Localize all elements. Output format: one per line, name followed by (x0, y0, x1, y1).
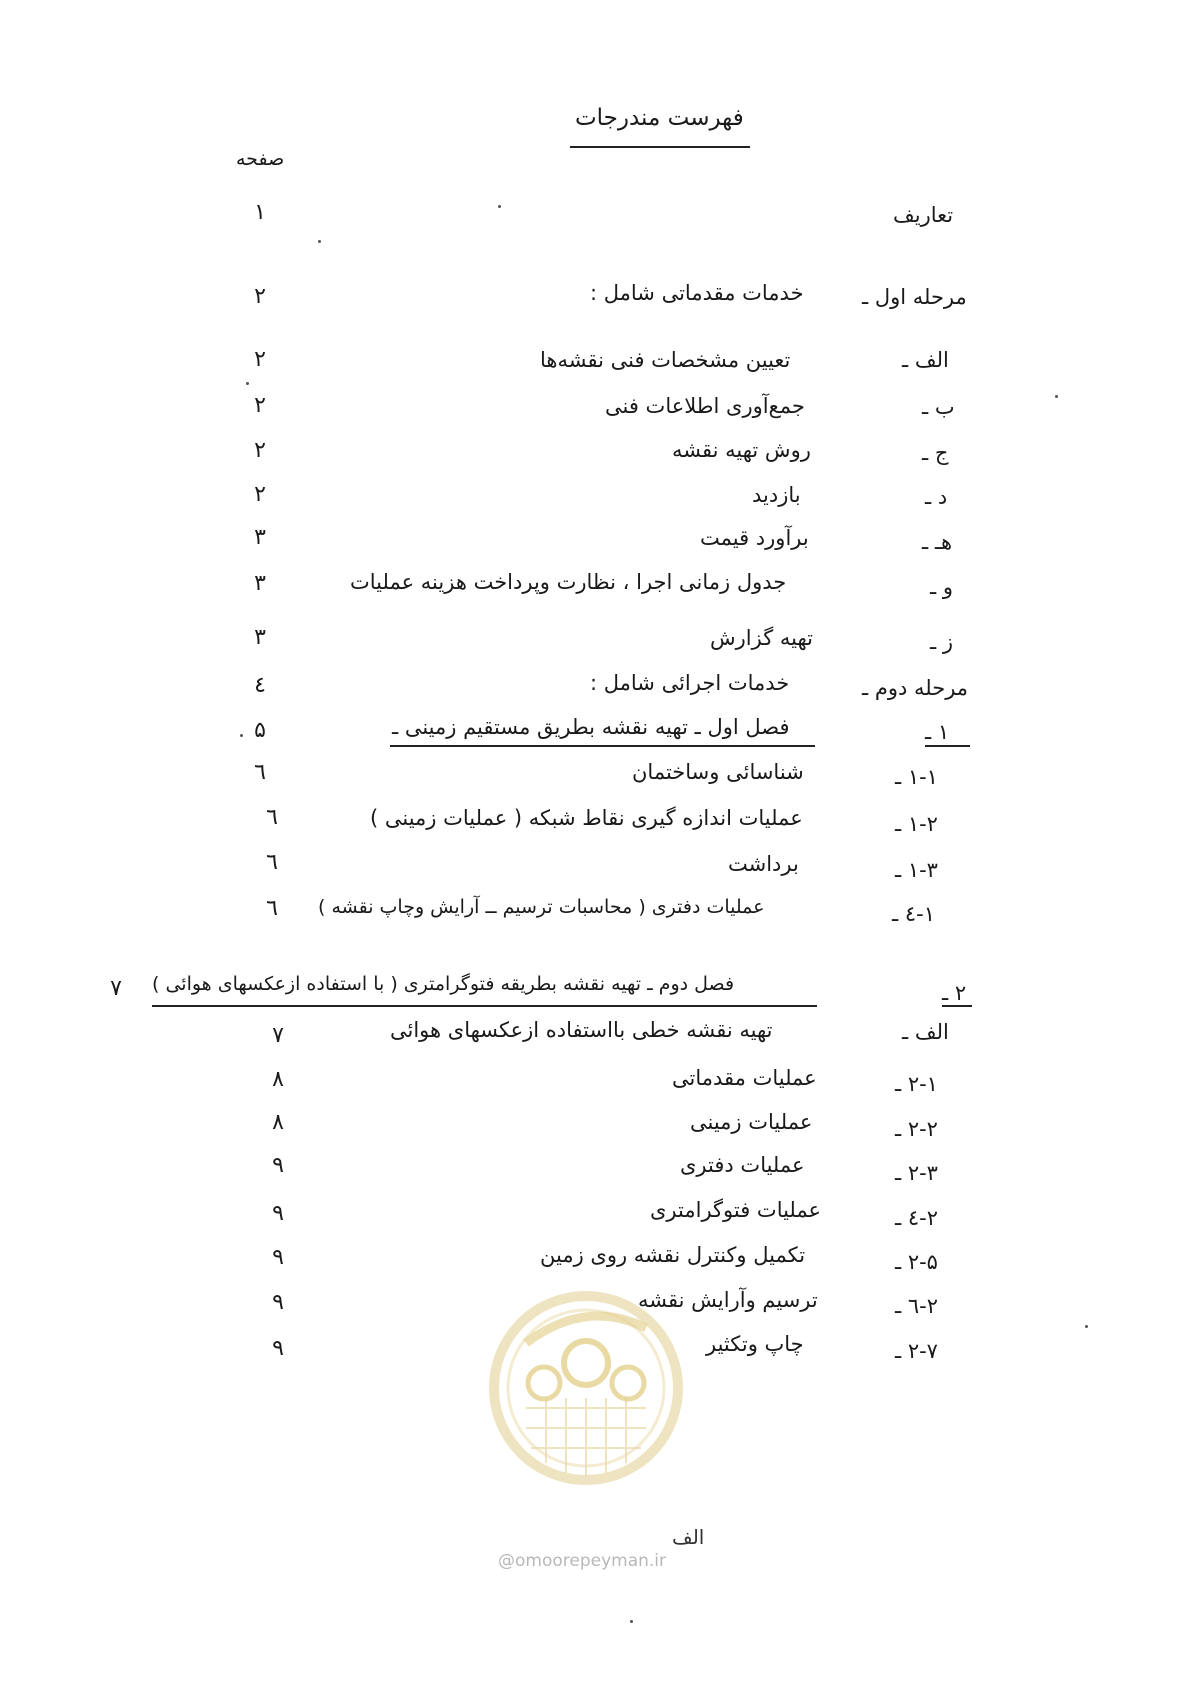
page-number: ۸ (272, 1110, 284, 1135)
entry-number: ۲-۱ ـ (895, 1072, 938, 1096)
entry-number: ۲-۵ ـ (895, 1250, 938, 1274)
page-number: ۹ (272, 1153, 284, 1178)
entry-number: ۲-٤ ـ (895, 1206, 938, 1230)
page-number: ۷ (272, 1023, 284, 1048)
page-number: ۸ (272, 1067, 284, 1092)
page-number: ٦ (266, 850, 278, 875)
entry-title: عملیات فتوگرامتری (650, 1198, 822, 1222)
entry-number: و ـ (930, 575, 953, 599)
entry-title: فصل دوم ـ تهیه نقشه بطریقه فتوگرامتری ( با استفاده ازعکسهای هوائی ) (152, 973, 735, 995)
entry-number: ۱-۱ ـ (895, 765, 938, 789)
entry-title: خدمات اجرائی شامل : (590, 671, 790, 695)
page-number: ۲ (254, 284, 266, 309)
entry-title: تکمیل وکنترل نقشه روی زمین (540, 1243, 806, 1267)
page-number: ٤ (254, 673, 266, 698)
page-number: ۷ (110, 976, 122, 1001)
page-number: ۳ (254, 625, 266, 650)
section-underline (152, 1005, 817, 1007)
page-number: ۵ (254, 718, 266, 743)
entry-number: الف ـ (902, 1020, 949, 1044)
entry-title: جدول زمانی اجرا ، نظارت وپرداخت هزینه عملیات (350, 570, 787, 594)
entry-number: ۲-۷ ـ (895, 1339, 938, 1363)
page-title: فهرست مندرجات (575, 105, 744, 131)
entry-title: عملیات دفتری ( محاسبات ترسیم ــ آرایش وچاپ نقشه ) (318, 896, 765, 918)
entry-title: برداشت (728, 852, 799, 876)
page-number: ۲ (254, 393, 266, 418)
page-number: ٦ (254, 760, 266, 785)
page-footer-label: الف (672, 1525, 705, 1549)
scan-speck (1085, 1325, 1088, 1328)
section-number-underline (942, 1005, 972, 1007)
page-number: ۹ (272, 1245, 284, 1270)
entry-number: ز ـ (930, 630, 953, 654)
scan-speck (318, 240, 321, 243)
entry-number: ب ـ (922, 395, 955, 419)
entry-title: فصل اول ـ تهیه نقشه بطریق مستقیم زمینی ـ (392, 715, 790, 739)
entry-title: خدمات مقدماتی شامل : (590, 281, 804, 305)
entry-title: عملیات دفتری (680, 1153, 805, 1177)
page-number: ۲ (254, 482, 266, 507)
entry-label: تعاریف (893, 203, 954, 227)
entry-title: بازدید (752, 483, 801, 507)
entry-title: عملیات مقدماتی (672, 1066, 817, 1090)
entry-number: ۱-۲ ـ (895, 812, 938, 836)
watermark-text: @omoorepeyman.ir (498, 1551, 667, 1571)
scan-speck (630, 1620, 633, 1623)
entry-title: تهیه نقشه خطی بااستفاده ازعکسهای هوائی (390, 1018, 773, 1042)
entry-number: ۱-٤ ـ (892, 902, 935, 926)
entry-title: چاپ وتکثیر (706, 1332, 804, 1356)
watermark-stamp (486, 1288, 686, 1488)
page-number: ۹ (272, 1290, 284, 1315)
entry-title: روش تهیه نقشه (672, 438, 811, 462)
page-number: ۲ (254, 347, 266, 372)
entry-number: د ـ (925, 485, 948, 509)
entry-number: ۱ ـ (925, 720, 950, 744)
page-number: ٦ (266, 896, 278, 921)
page-number: ۳ (254, 525, 266, 550)
page-column-header: صفحه (236, 148, 285, 170)
entry-number: هـ ـ (922, 530, 953, 554)
entry-title: شناسائی وساختمان (632, 760, 804, 784)
entry-number: مرحله دوم ـ (862, 676, 969, 700)
entry-title: تهیه گزارش (710, 626, 813, 650)
entry-title: تعیین مشخصات فنی نقشه‌ها (540, 348, 791, 372)
entry-title: عملیات اندازه گیری نقاط شبکه ( عملیات زمینی ) (370, 806, 803, 830)
entry-number: ۲-۲ ـ (895, 1117, 938, 1141)
page-number: ٦ (266, 805, 278, 830)
scan-speck (1055, 395, 1058, 398)
scan-speck (498, 205, 501, 208)
entry-title: برآورد قیمت (700, 526, 809, 550)
entry-number: ۱-۳ ـ (895, 858, 938, 882)
page-number: ۳ (254, 571, 266, 596)
section-number-underline (925, 745, 970, 747)
page-number: ۹ (272, 1201, 284, 1226)
scan-speck (246, 382, 249, 385)
entry-number: ۲-٦ ـ (895, 1294, 938, 1318)
entry-title: جمع‌آوری اطلاعات فنی (605, 394, 805, 418)
page-number: ۱ (254, 200, 266, 225)
entry-title: ترسیم وآرایش نقشه (638, 1288, 818, 1312)
title-underline (570, 146, 750, 148)
entry-number: ج ـ (922, 441, 949, 465)
scan-speck (240, 734, 243, 737)
entry-number: الف ـ (902, 348, 949, 372)
entry-number: ۲-۳ ـ (895, 1161, 938, 1185)
entry-number: مرحله اول ـ (862, 285, 967, 309)
page-number: ۲ (254, 438, 266, 463)
page-number: ۹ (272, 1336, 284, 1361)
section-underline (390, 745, 815, 747)
entry-number: ۲ ـ (942, 981, 967, 1005)
entry-title: عملیات زمینی (690, 1110, 813, 1134)
